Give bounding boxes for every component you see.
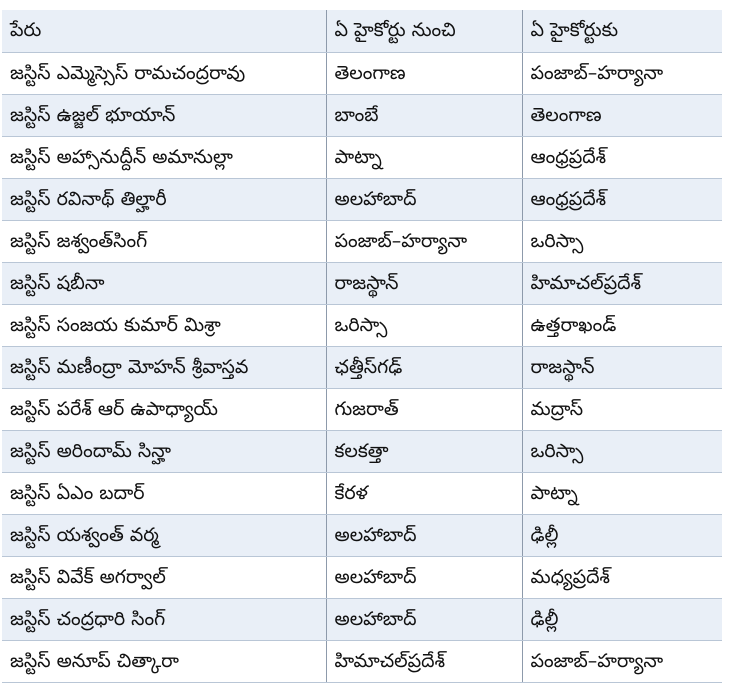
table-row bbox=[2, 598, 722, 640]
table-row bbox=[2, 52, 722, 94]
table-row bbox=[2, 94, 722, 136]
judge-name-cell: జస్టిస్‌ ఎమ్మెస్సెస్‌ రామచంద్రరావు bbox=[2, 52, 326, 94]
judge-name-cell: జస్టిస్‌ చంద్రధారి సింగ్‌ bbox=[2, 598, 326, 640]
to-high-court-cell: పంజాబ్‌–హర్యానా bbox=[522, 52, 722, 94]
from-high-court-cell: అలహాబాద్‌ bbox=[326, 556, 522, 598]
to-high-court-cell: ఆంధ్రప్రదేశ్‌ bbox=[522, 136, 722, 178]
judge-name-cell: జస్టిస్‌ షబీనా bbox=[2, 262, 326, 304]
to-high-court-cell: రాజస్థాన్‌ bbox=[522, 346, 722, 388]
to-high-court-cell: ఒరిస్సా bbox=[522, 220, 722, 262]
to-high-court-cell: ఒరిస్సా bbox=[522, 430, 722, 472]
from-high-court-cell: రాజస్థాన్‌ bbox=[326, 262, 522, 304]
from-high-court-cell: ఛత్తీస్‌గఢ్‌ bbox=[326, 346, 522, 388]
table-row bbox=[2, 514, 722, 556]
table-row bbox=[2, 304, 722, 346]
judge-name-cell: జస్టిస్‌ అనూప్‌ చిత్కారా bbox=[2, 640, 326, 682]
from-high-court-cell: అలహాబాద్‌ bbox=[326, 178, 522, 220]
judge-name-cell: జస్టిస్‌ సంజయ కుమార్‌ మిశ్రా bbox=[2, 304, 326, 346]
header-from-high-court: ఏ హైకోర్టు నుంచి bbox=[326, 10, 522, 52]
from-high-court-cell: అలహాబాద్‌ bbox=[326, 514, 522, 556]
table-row bbox=[2, 640, 722, 682]
table-row bbox=[2, 262, 722, 304]
table-row bbox=[2, 346, 722, 388]
table-row bbox=[2, 178, 722, 220]
judge-name-cell: జస్టిస్‌ మణీంద్రా మోహన్‌ శ్రీవాస్తవ bbox=[2, 346, 326, 388]
judge-name-cell: జస్టిస్‌ యశ్వంత్‌ వర్మ bbox=[2, 514, 326, 556]
to-high-court-cell: ఢిల్లీ bbox=[522, 598, 722, 640]
table-header-row bbox=[2, 10, 722, 52]
from-high-court-cell: హిమాచల్‌ప్రదేశ్‌ bbox=[326, 640, 522, 682]
from-high-court-cell: కేరళ bbox=[326, 472, 522, 514]
to-high-court-cell: మధ్యప్రదేశ్‌ bbox=[522, 556, 722, 598]
to-high-court-cell: ఢిల్లీ bbox=[522, 514, 722, 556]
to-high-court-cell: పాట్నా bbox=[522, 472, 722, 514]
judge-name-cell: జస్టిస్‌ ఉజ్జల్‌ భూయాన్‌ bbox=[2, 94, 326, 136]
to-high-court-cell: ఉత్తరాఖండ్‌ bbox=[522, 304, 722, 346]
header-name: పేరు bbox=[2, 10, 326, 52]
judge-name-cell: జస్టిస్‌ జశ్వంత్‌సింగ్‌ bbox=[2, 220, 326, 262]
from-high-court-cell: కలకత్తా bbox=[326, 430, 522, 472]
judge-name-cell: జస్టిస్‌ అహ్సానుద్దీన్‌ అమానుల్లా bbox=[2, 136, 326, 178]
judge-name-cell: జస్టిస్‌ పరేశ్‌ ఆర్‌ ఉపాధ్యాయ్‌ bbox=[2, 388, 326, 430]
to-high-court-cell: హిమాచల్‌ప్రదేశ్‌ bbox=[522, 262, 722, 304]
table-row bbox=[2, 472, 722, 514]
to-high-court-cell: మద్రాస్‌ bbox=[522, 388, 722, 430]
from-high-court-cell: బాంబే bbox=[326, 94, 522, 136]
to-high-court-cell: ఆంధ్రప్రదేశ్‌ bbox=[522, 178, 722, 220]
judge-name-cell: జస్టిస్‌ ఏఎం బదార్‌ bbox=[2, 472, 326, 514]
from-high-court-cell: ఒరిస్సా bbox=[326, 304, 522, 346]
table-body bbox=[2, 10, 722, 682]
from-high-court-cell: పంజాబ్‌–హర్యానా bbox=[326, 220, 522, 262]
judge-name-cell: జస్టిస్‌ అరిందామ్‌ సిన్హా bbox=[2, 430, 326, 472]
to-high-court-cell: పంజాబ్‌–హర్యానా bbox=[522, 640, 722, 682]
table-row bbox=[2, 220, 722, 262]
table-row bbox=[2, 136, 722, 178]
to-high-court-cell: తెలంగాణ bbox=[522, 94, 722, 136]
from-high-court-cell: గుజరాత్‌ bbox=[326, 388, 522, 430]
judge-name-cell: జస్టిస్‌ వివేక్‌ అగర్వాల్‌ bbox=[2, 556, 326, 598]
judge-name-cell: జస్టిస్‌ రవినాథ్‌ తిల్హారీ bbox=[2, 178, 326, 220]
from-high-court-cell: అలహాబాద్‌ bbox=[326, 598, 522, 640]
table-row bbox=[2, 430, 722, 472]
from-high-court-cell: తెలంగాణ bbox=[326, 52, 522, 94]
judges-transfer-table bbox=[2, 10, 722, 683]
header-to-high-court: ఏ హైకోర్టుకు bbox=[522, 10, 722, 52]
table-row bbox=[2, 556, 722, 598]
table-row bbox=[2, 388, 722, 430]
from-high-court-cell: పాట్నా bbox=[326, 136, 522, 178]
